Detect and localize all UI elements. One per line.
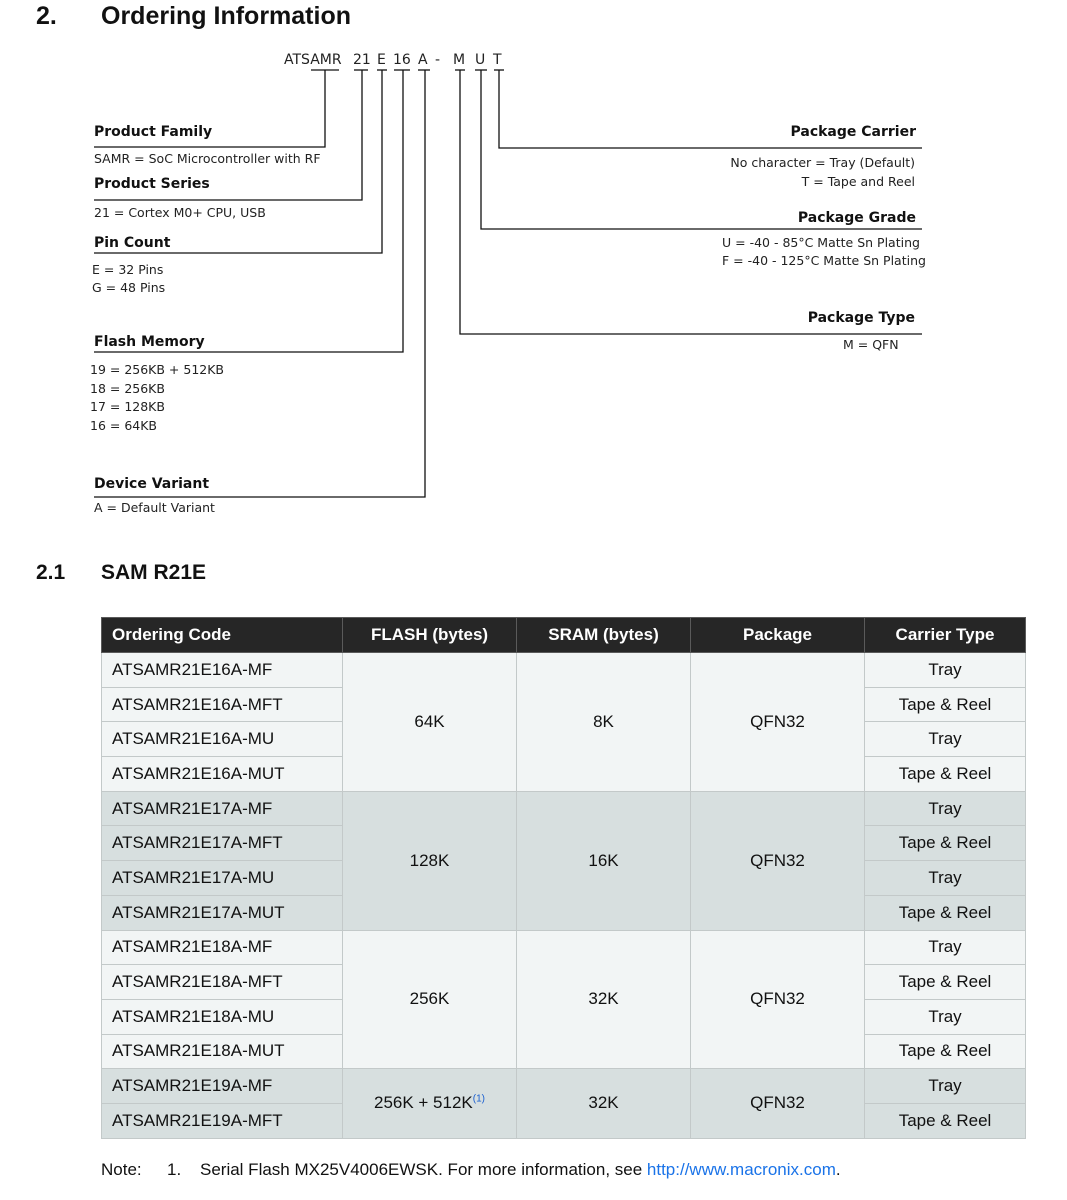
section-number: 2. xyxy=(36,2,57,30)
code-segment-dash: - xyxy=(435,52,441,68)
table-row xyxy=(102,791,1026,826)
column-header-flash: FLASH (bytes) xyxy=(343,618,517,653)
field-title-device-variant: Device Variant xyxy=(94,476,210,492)
carrier-cell: Tape & Reel xyxy=(865,826,1026,861)
ordering-code-cell: ATSAMR21E17A-MU xyxy=(102,861,343,896)
code-segment-package-type: M xyxy=(453,52,466,68)
carrier-cell: Tray xyxy=(865,1069,1026,1104)
ordering-code-cell: ATSAMR21E17A-MUT xyxy=(102,895,343,930)
ordering-code-cell: ATSAMR21E18A-MU xyxy=(102,999,343,1034)
flash-cell: 64K xyxy=(343,653,517,792)
carrier-cell: Tray xyxy=(865,861,1026,896)
code-segment-variant: A xyxy=(418,52,428,68)
field-desc-product-series: 21 = Cortex M0+ CPU, USB xyxy=(94,205,266,220)
field-title-package-carrier: Package Carrier xyxy=(790,124,916,140)
ordering-code-cell: ATSAMR21E18A-MFT xyxy=(102,965,343,1000)
carrier-cell: Tape & Reel xyxy=(865,687,1026,722)
ordering-table xyxy=(101,617,1026,1139)
package-cell: QFN32 xyxy=(691,930,865,1069)
column-header-ordering-code: Ordering Code xyxy=(102,618,343,653)
field-desc-product-family: SAMR = SoC Microcontroller with RF xyxy=(94,151,321,166)
column-header-carrier-type: Carrier Type xyxy=(865,618,1026,653)
section-title: Ordering Information xyxy=(101,2,351,30)
note-end: . xyxy=(835,1160,841,1179)
table-row xyxy=(102,1069,1026,1104)
field-desc-flash-2: 18 = 256KB xyxy=(90,381,165,396)
flash-value: 256K + 512K xyxy=(373,1093,473,1113)
carrier-cell: Tape & Reel xyxy=(865,757,1026,792)
field-desc-pin-count-1: E = 32 Pins xyxy=(92,262,164,277)
note-number: 1. xyxy=(167,1160,182,1179)
field-desc-flash-1: 19 = 256KB + 512KB xyxy=(90,362,225,377)
field-desc-pin-count-2: G = 48 Pins xyxy=(92,280,166,295)
field-title-product-family: Product Family xyxy=(94,124,213,140)
table-row xyxy=(102,653,1026,688)
ordering-code-cell: ATSAMR21E16A-MUT xyxy=(102,757,343,792)
code-segment-pins: E xyxy=(377,52,386,68)
field-title-flash-memory: Flash Memory xyxy=(94,334,205,350)
column-header-sram: SRAM (bytes) xyxy=(517,618,691,653)
sram-cell: 16K xyxy=(517,791,691,930)
carrier-cell: Tray xyxy=(865,653,1026,688)
subsection-title: SAM R21E xyxy=(101,561,207,584)
carrier-cell: Tray xyxy=(865,722,1026,757)
footnote-marker: (1) xyxy=(472,1093,485,1105)
flash-cell: 128K xyxy=(343,791,517,930)
sram-cell: 32K xyxy=(517,930,691,1069)
table-row xyxy=(102,930,1026,965)
subsection-number: 2.1 xyxy=(36,561,66,584)
code-segment-flash: 16 xyxy=(393,52,411,68)
field-title-package-type: Package Type xyxy=(807,310,915,326)
flash-cell xyxy=(343,1069,517,1138)
ordering-code-cell: ATSAMR21E16A-MF xyxy=(102,653,343,688)
package-cell: QFN32 xyxy=(691,1069,865,1138)
field-desc-flash-3: 17 = 128KB xyxy=(90,399,165,414)
note-label: Note: xyxy=(101,1160,142,1179)
column-header-package: Package xyxy=(691,618,865,653)
note-text xyxy=(200,1160,841,1180)
ordering-code-cell: ATSAMR21E18A-MUT xyxy=(102,1034,343,1069)
ordering-code-cell: ATSAMR21E16A-MFT xyxy=(102,687,343,722)
flash-cell: 256K xyxy=(343,930,517,1069)
ordering-code-cell: ATSAMR21E16A-MU xyxy=(102,722,343,757)
ordering-code-cell: ATSAMR21E17A-MF xyxy=(102,791,343,826)
sram-cell: 8K xyxy=(517,653,691,792)
code-segment-carrier: T xyxy=(493,52,502,68)
ordering-code-cell: ATSAMR21E19A-MF xyxy=(102,1069,343,1104)
field-desc-package-carrier-2: T = Tape and Reel xyxy=(801,174,915,189)
ordering-code-cell: ATSAMR21E18A-MF xyxy=(102,930,343,965)
code-segment-grade: U xyxy=(475,52,486,68)
field-title-product-series: Product Series xyxy=(94,176,210,192)
carrier-cell: Tape & Reel xyxy=(865,895,1026,930)
field-desc-package-grade-1: U = -40 - 85°C Matte Sn Plating xyxy=(722,235,920,250)
carrier-cell: Tray xyxy=(865,999,1026,1034)
package-cell: QFN32 xyxy=(691,791,865,930)
carrier-cell: Tray xyxy=(865,791,1026,826)
field-desc-device-variant: A = Default Variant xyxy=(94,500,215,515)
ordering-code-cell: ATSAMR21E17A-MFT xyxy=(102,826,343,861)
note-body: Serial Flash MX25V4006EWSK. For more information, see xyxy=(200,1160,647,1179)
field-desc-flash-4: 16 = 64KB xyxy=(90,418,158,433)
field-desc-package-carrier-1: No character = Tray (Default) xyxy=(730,155,915,170)
sram-cell: 32K xyxy=(517,1069,691,1138)
code-segment-family: ATSAMR xyxy=(284,52,342,68)
code-segment-series: 21 xyxy=(353,52,371,68)
carrier-cell: Tray xyxy=(865,930,1026,965)
carrier-cell: Tape & Reel xyxy=(865,965,1026,1000)
field-desc-package-grade-2: F = -40 - 125°C Matte Sn Plating xyxy=(722,253,926,268)
macronix-link[interactable]: http://www.macronix.com xyxy=(646,1160,836,1179)
field-title-pin-count: Pin Count xyxy=(94,235,171,251)
carrier-cell: Tape & Reel xyxy=(865,1103,1026,1138)
carrier-cell: Tape & Reel xyxy=(865,1034,1026,1069)
package-cell: QFN32 xyxy=(691,653,865,792)
field-title-package-grade: Package Grade xyxy=(797,210,916,226)
field-desc-package-type: M = QFN xyxy=(843,337,899,352)
ordering-code-cell: ATSAMR21E19A-MFT xyxy=(102,1103,343,1138)
table-header-row xyxy=(102,618,1026,653)
